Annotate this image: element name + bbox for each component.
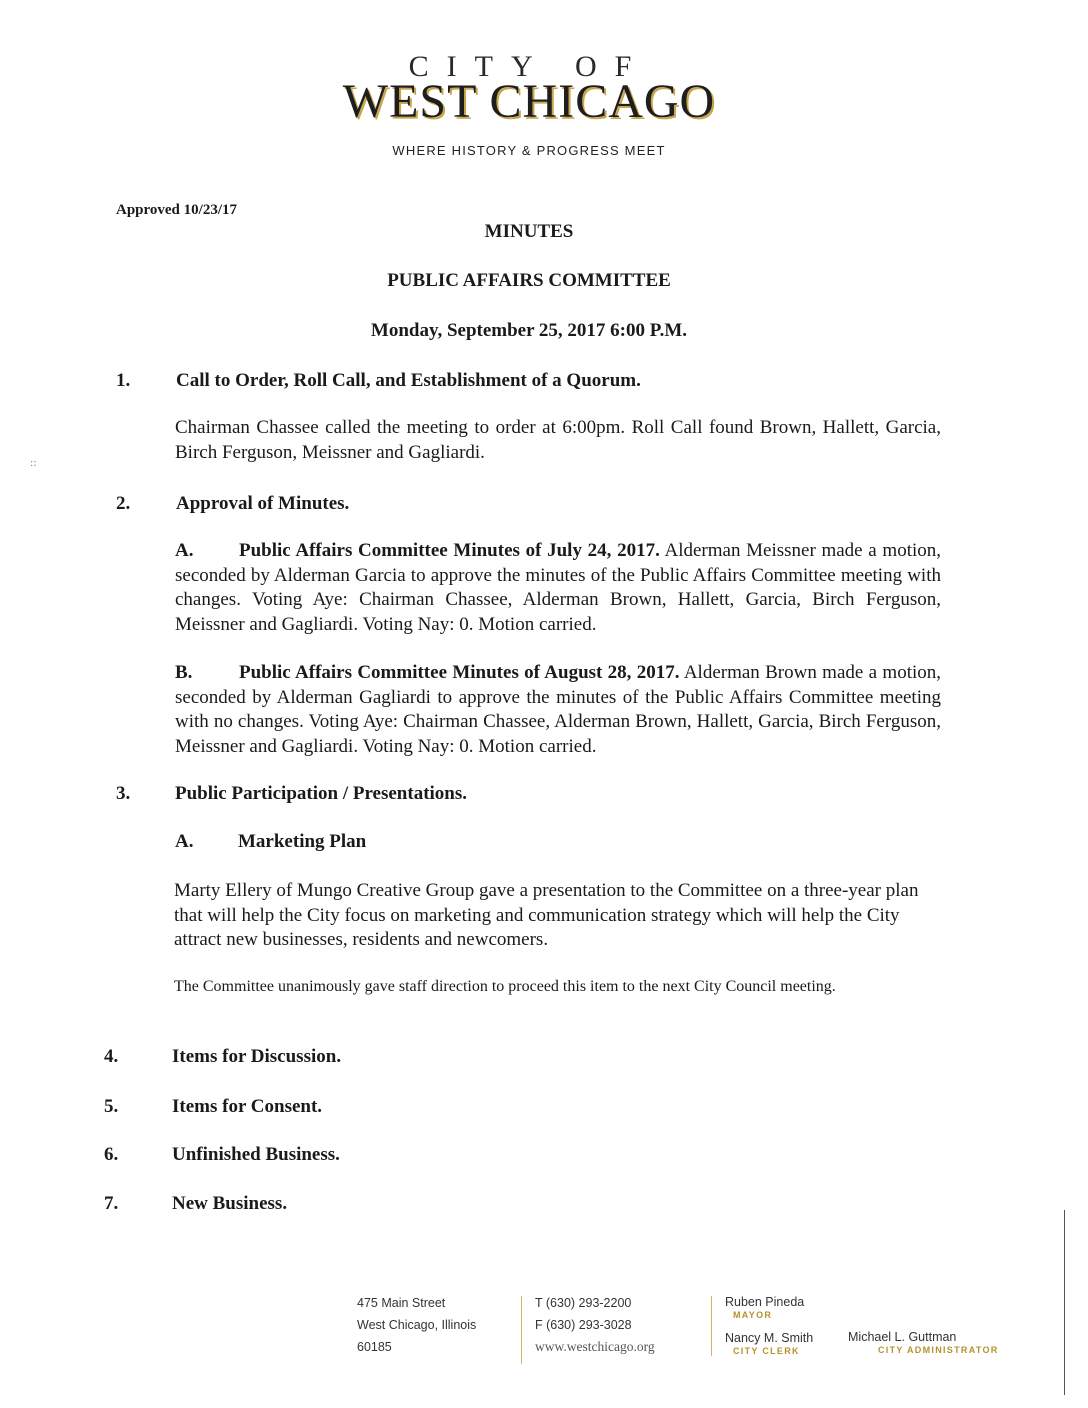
document-title: MINUTES (484, 221, 574, 242)
section-title: Unfinished Business. (172, 1144, 340, 1165)
section-title: Public Participation / Presentations. (175, 783, 468, 804)
section-number: 5. (104, 1096, 119, 1117)
item-title: Public Affairs Committee Minutes of August 28, 2017. (239, 662, 680, 683)
item-title: Marketing Plan (238, 831, 367, 852)
item-body: Alderman Brown made a motion, seconded by Alderman Gagliardi to approve the minutes of the Public Affairs Committee meeting with no changes. Voting Aye: Chairman Chassee, Alderman Brown, Hallett, Garcia, Birch Ferguson, Meissner and Gagliardi. Voting Nay: 0. Motion carried. (175, 662, 942, 757)
mayor-name: Ruben Pineda (725, 1295, 805, 1309)
item-title: Public Affairs Committee Minutes of July 24, 2017. (239, 540, 660, 561)
section-title: Approval of Minutes. (176, 493, 350, 514)
section-number: 6. (104, 1144, 119, 1165)
footer-divider (521, 1296, 522, 1364)
clerk-name: Nancy M. Smith (725, 1331, 814, 1345)
logo-city-of: CITY OF (408, 50, 650, 83)
admin-role: CITY ADMINISTRATOR (878, 1345, 999, 1355)
mayor-role: MAYOR (733, 1310, 773, 1320)
scan-edge-line (1064, 1210, 1065, 1395)
logo-tagline: WHERE HISTORY & PROGRESS MEET (392, 143, 666, 158)
section-number: 3. (116, 783, 131, 804)
meeting-date: Monday, September 25, 2017 6:00 P.M. (370, 320, 688, 341)
minutes-item-b (175, 661, 941, 759)
presentation-note: The Committee unanimously gave staff direction to proceed this item to the next City Council meeting. (174, 978, 836, 995)
clerk-role: CITY CLERK (733, 1346, 800, 1356)
minutes-item-a (175, 539, 941, 637)
committee-name: PUBLIC AFFAIRS COMMITTEE (387, 270, 671, 291)
website-link[interactable]: www.westchicago.org (535, 1339, 655, 1354)
presentation-body: Marty Ellery of Mungo Creative Group gave a presentation to the Committee on a three-year plan that will help the City focus on marketing and communication strategy which will help the City attract new businesses, residents and newcomers. (174, 880, 919, 950)
section-title: Items for Consent. (172, 1096, 323, 1117)
address-line: West Chicago, Illinois (357, 1318, 477, 1332)
fax-number: F (630) 293-3028 (535, 1318, 632, 1332)
section-number: 2. (116, 493, 131, 514)
section-number: 1. (116, 370, 131, 391)
item-letter: B. (175, 662, 193, 683)
footer-divider (711, 1296, 712, 1356)
section-number: 4. (104, 1046, 119, 1067)
item-letter: A. (175, 831, 194, 852)
footer-administrator (845, 1329, 999, 1355)
footer-contact (535, 1292, 655, 1358)
section-body: Chairman Chassee called the meeting to order at 6:00pm. Roll Call found Brown, Hallett, Garcia, Birch Ferguson, Meissner and Gagliardi. (175, 417, 941, 463)
section-title: Items for Discussion. (172, 1046, 342, 1067)
section-number: 7. (104, 1193, 119, 1214)
address-line: 475 Main Street (357, 1296, 446, 1310)
phone-number: T (630) 293-2200 (535, 1296, 632, 1310)
footer-officials (725, 1294, 813, 1356)
logo-west-chicago: WEST CHICAGO (342, 75, 716, 128)
item-body: Alderman Meissner made a motion, seconded by Alderman Garcia to approve the minutes of the Public Affairs Committee meeting with changes. Voting Aye: Chairman Chassee, Alderman Brown, Hallett, Garcia, Birch Ferguson, Meissner and Gagliardi. Voting Nay: 0. Motion carried. (175, 540, 942, 635)
approved-stamp: Approved 10/23/17 (116, 202, 237, 218)
item-letter: A. (175, 540, 194, 561)
section-title: New Business. (172, 1193, 288, 1214)
margin-mark: :: (30, 458, 37, 469)
address-line: 60185 (357, 1340, 392, 1354)
section-title: Call to Order, Roll Call, and Establishment of a Quorum. (176, 370, 641, 391)
footer-address (357, 1292, 476, 1358)
admin-name: Michael L. Guttman (848, 1330, 957, 1344)
